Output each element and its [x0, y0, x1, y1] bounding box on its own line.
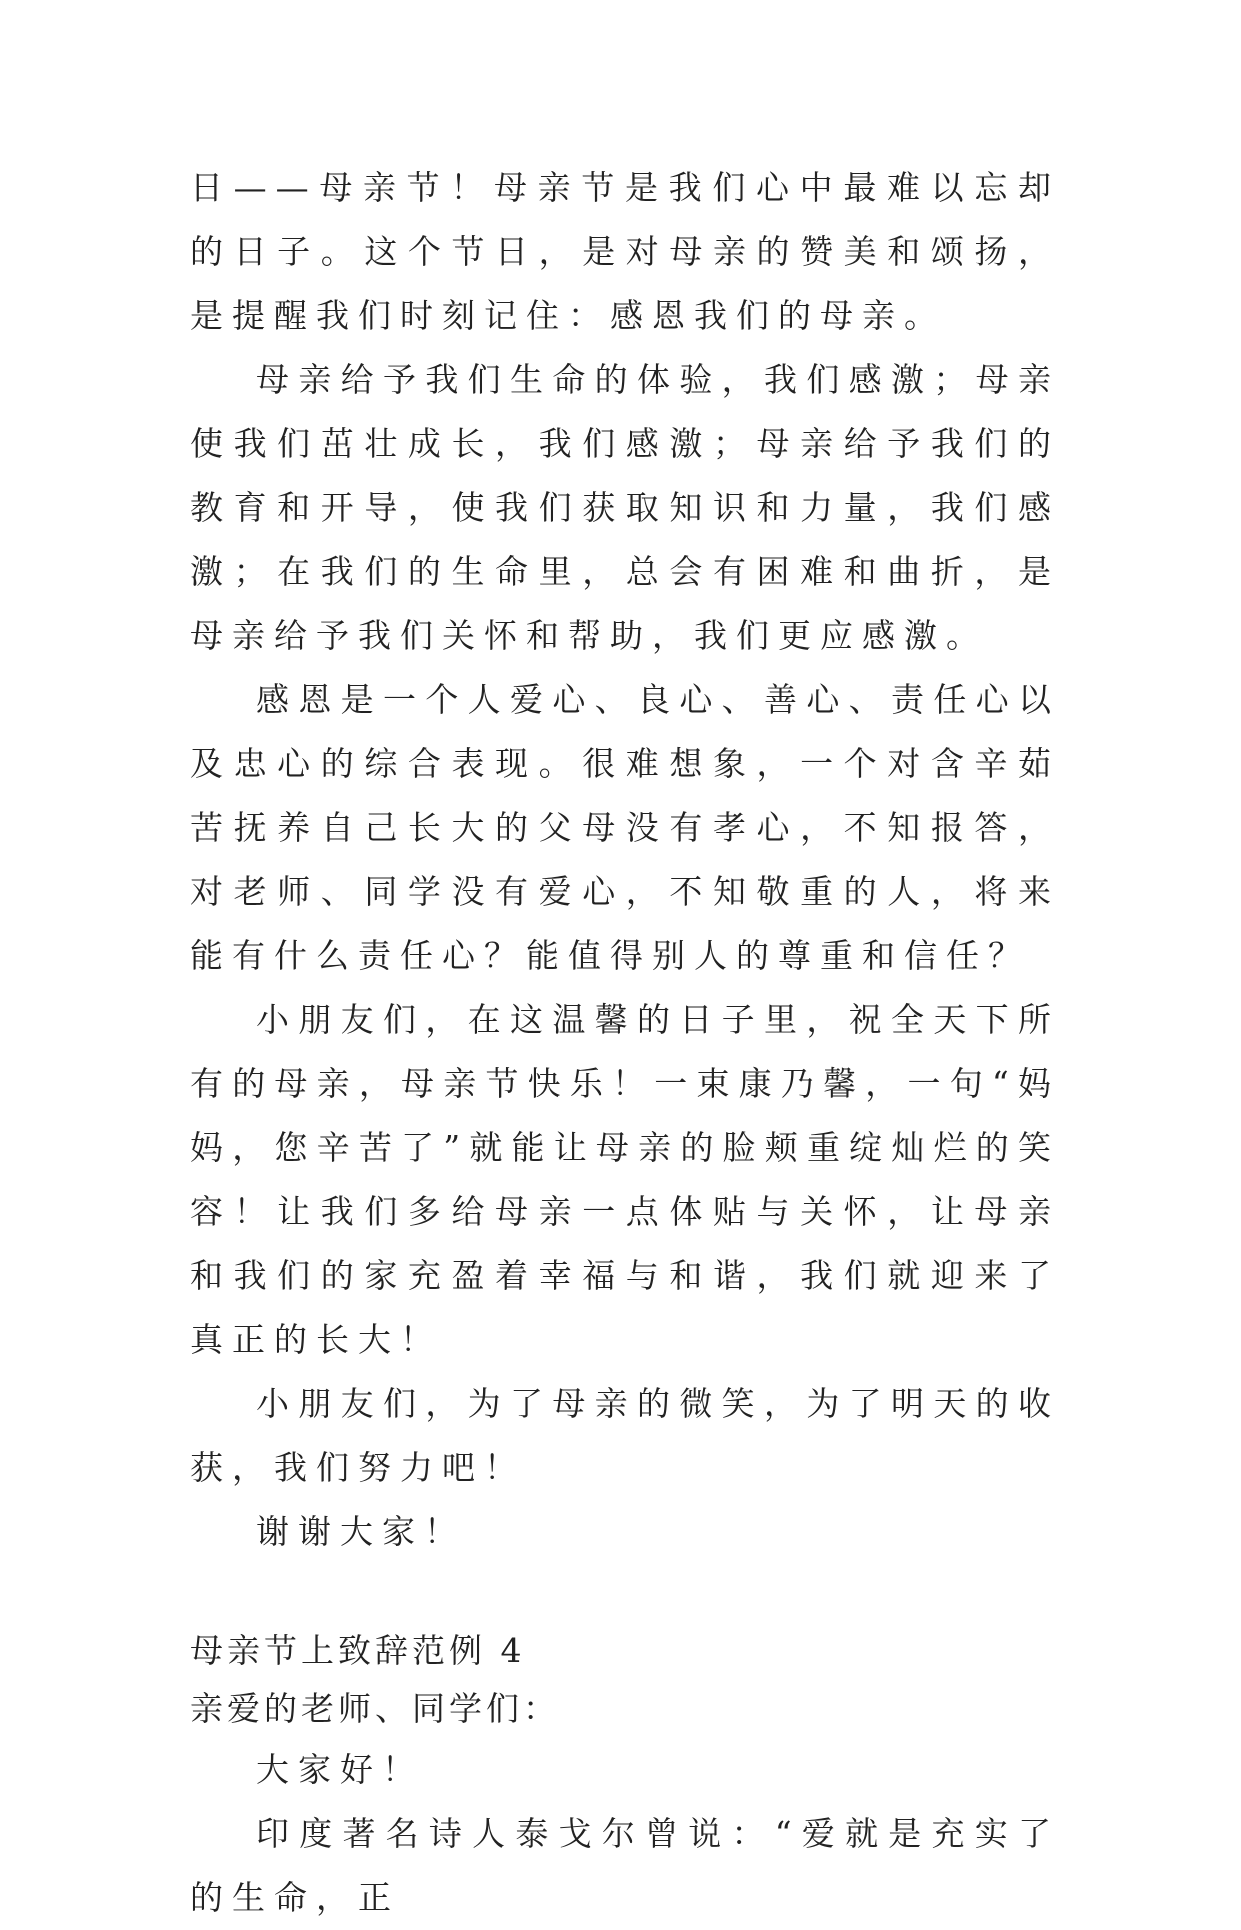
- paragraph-wishes: 小朋友们，在这温馨的日子里，祝全天下所有的母亲，母亲节快乐！一束康乃馨，一句“妈妈，您辛苦了”就能让母亲的脸颊重绽灿烂的笑容！让我们多给母亲一点体贴与关怀，让母亲和我们的家充盈着幸福与和谐，我们就迎来了真正的长大！: [190, 1000, 1060, 1359]
- paragraph-encouragement: 小朋友们，为了母亲的微笑，为了明天的收获，我们努力吧！: [190, 1384, 1060, 1487]
- paragraph-gratitude-list: 母亲给予我们生命的体验，我们感激；母亲使我们茁壮成长，我们感激；母亲给予我们的教育和开导，使我们获取知识和力量，我们感激；在我们的生命里，总会有困难和曲折，是母亲给予我们关怀和帮助，我们更应感激。: [190, 360, 1060, 655]
- paragraph-tagore-quote: 印度著名诗人泰戈尔曾说：“爱就是充实了的生命，正: [190, 1814, 1060, 1917]
- paragraph-gratitude-meaning: 感恩是一个人爱心、良心、善心、责任心以及忠心的综合表现。很难想象，一个对含辛茹苦抚养自己长大的父母没有孝心，不知报答，对老师、同学没有爱心，不知敬重的人，将来能有什么责任心？能值得别人的尊重和信任？: [190, 680, 1060, 975]
- document-page: [190, 156, 1060, 1930]
- greeting: 大家好！: [256, 1750, 424, 1789]
- paragraph-mothers-day-intro: 日——母亲节！母亲节是我们心中最难以忘却的日子。这个节日，是对母亲的赞美和颂扬，是提醒我们时刻记住：感恩我们的母亲。: [190, 168, 1060, 335]
- paragraph-thanks: 谢谢大家！: [256, 1512, 466, 1551]
- section-title: 母亲节上致辞范例 4: [190, 1631, 526, 1670]
- salutation: 亲爱的老师、同学们：: [190, 1689, 560, 1728]
